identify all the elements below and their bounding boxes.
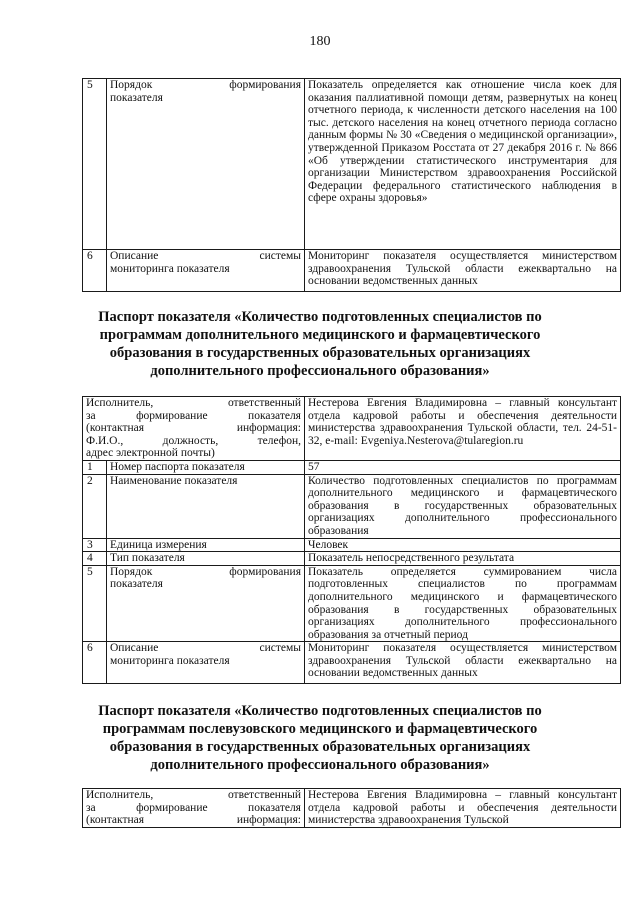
row-number: 1 <box>83 460 107 474</box>
page-number: 180 <box>309 34 331 49</box>
row-number: 2 <box>83 474 107 538</box>
label-word: ответственный <box>227 789 301 801</box>
executor-label <box>83 397 305 461</box>
row-value: Показатель определяется как отношение числа коек для оказания паллиативной помощи детям, развернутых на конец отчетного периода, к численности детского населения на 100 тыс. детского населения на конец отчетного периода согласно данным формы № 30 «Сведения о медицинской организации», утвержденной Приказом Росстата от 27 декабря 2016 г. № 866 «Об утверждении статистического инструментария для организации Министерством здравоохранения Российской Федерации федерального статистического наблюдения в сфере охраны здоровья» <box>305 79 621 250</box>
row-number: 4 <box>83 552 107 566</box>
label-word: показателя <box>248 409 301 422</box>
label-word: ответственный <box>227 397 301 409</box>
label-word: мониторинга показателя <box>110 262 230 275</box>
label-word: за <box>86 409 96 422</box>
section-heading: Паспорт показателя «Количество подготовленных специалистов по программам дополнительного медицинского и фармацевтического образования в государственных образовательных организациях дополнительного профессионального образования» <box>98 309 542 379</box>
table-row <box>83 642 621 684</box>
label-word: формирование <box>136 409 208 422</box>
label-word: Описание <box>110 642 159 655</box>
row-number: 5 <box>83 79 107 250</box>
label-word: формирование <box>136 801 208 814</box>
row-number: 6 <box>83 642 107 684</box>
label-word: за <box>86 801 96 814</box>
row-label: Единица измерения <box>107 538 305 552</box>
row-value: Показатель непосредственного результата <box>305 552 621 566</box>
label-word: телефон, <box>257 434 301 447</box>
table-row <box>83 474 621 538</box>
label-word: системы <box>259 642 301 655</box>
label-word: адрес электронной почты) <box>86 447 215 460</box>
section-heading: Паспорт показателя «Количество подготовленных специалистов по программам послевузовского медицинского и фармацевтического образования в государственных образовательных организациях дополнительного профессионального образования» <box>98 703 542 773</box>
table-row <box>83 397 621 461</box>
label-word: показателя <box>110 91 163 104</box>
row-number: 5 <box>83 565 107 642</box>
label-word: информация: <box>236 814 301 827</box>
label-word: мониторинга показателя <box>110 654 230 667</box>
label-word: показателя <box>248 801 301 814</box>
executor-label <box>83 789 305 828</box>
row-value: Количество подготовленных специалистов по программам дополнительного медицинского и фармацевтического образования в государственных образовательных организациях дополнительного профессионального образования <box>305 474 621 538</box>
label-word: (контактная <box>86 814 145 827</box>
label-word: (контактная <box>86 422 145 435</box>
row-label: Наименование показателя <box>107 474 305 538</box>
row-value: Человек <box>305 538 621 552</box>
label-word: формирования <box>229 565 301 578</box>
row-value: Мониторинг показателя осуществляется министерством здравоохранения Тульской области ежеквартально на основании ведомственных данных <box>305 642 621 684</box>
row-label <box>107 79 305 250</box>
table-row <box>83 789 621 828</box>
executor-value: Нестерова Евгения Владимировна – главный консультант отдела кадровой работы и обеспечения деятельности министерства здравоохранения Тульской области, тел. 24-51-32, e-mail: Evgeniya.Nesterova@tularegion.ru <box>305 397 621 461</box>
label-word: Ф.И.О., <box>86 434 124 447</box>
label-word: формирования <box>229 79 301 91</box>
table-row <box>83 79 621 250</box>
row-number: 3 <box>83 538 107 552</box>
label-word: Порядок <box>110 79 153 91</box>
indicator-passport-table-2 <box>82 788 621 828</box>
label-word: Порядок <box>110 565 153 578</box>
table-row <box>83 460 621 474</box>
label-word: показателя <box>110 578 163 591</box>
label-word: Исполнитель, <box>86 789 154 801</box>
table-row <box>83 250 621 292</box>
label-word: системы <box>259 250 301 262</box>
label-word: информация: <box>236 422 301 435</box>
row-value: 57 <box>305 460 621 474</box>
row-label <box>107 250 305 292</box>
row-value: Показатель определяется суммированием числа подготовленных специалистов по программам дополнительного медицинского и фармацевтического образования в государственных образовательных организациях дополнительного профессионального образования за отчетный период <box>305 565 621 642</box>
label-word: должность, <box>162 434 219 447</box>
table-row <box>83 538 621 552</box>
table-row <box>83 565 621 642</box>
indicator-table-continuation <box>82 78 621 292</box>
indicator-passport-table <box>82 396 621 684</box>
label-word: Исполнитель, <box>86 397 154 409</box>
table-row <box>83 552 621 566</box>
row-label <box>107 565 305 642</box>
row-label: Номер паспорта показателя <box>107 460 305 474</box>
row-label <box>107 642 305 684</box>
executor-value: Нестерова Евгения Владимировна – главный консультант отдела кадровой работы и обеспечения деятельности министерства здравоохранения Тульской <box>305 789 621 828</box>
row-value: Мониторинг показателя осуществляется министерством здравоохранения Тульской области ежеквартально на основании ведомственных данных <box>305 250 621 292</box>
row-label: Тип показателя <box>107 552 305 566</box>
label-word: Описание <box>110 250 159 262</box>
row-number: 6 <box>83 250 107 292</box>
